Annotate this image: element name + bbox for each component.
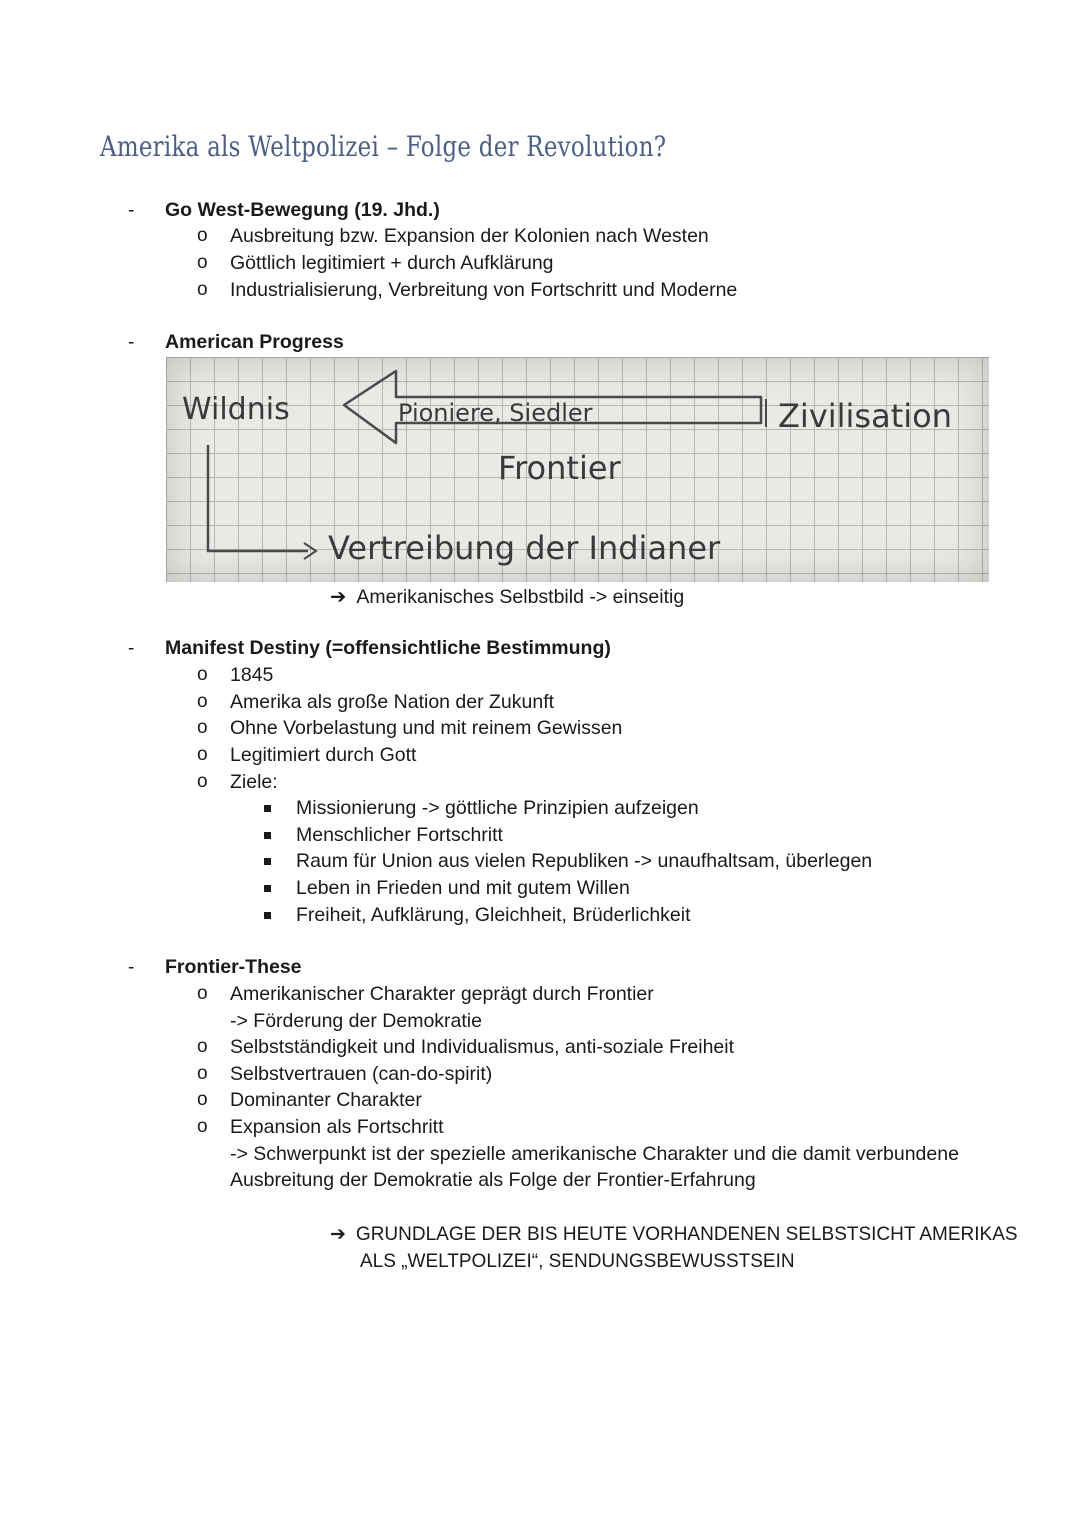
circle-bullet: o	[197, 664, 208, 685]
heading-go-west: Go West-Bewegung (19. Jhd.)	[165, 199, 440, 221]
final-line-2: ALS „WELTPOLIZEI“, SENDUNGSBEWUSSTSEIN	[360, 1251, 795, 1272]
list-item-continuation: Ausbreitung der Demokratie als Folge der Frontier-Erfahrung	[230, 1169, 756, 1191]
circle-bullet: o	[197, 1116, 208, 1137]
list-item: 1845	[230, 664, 274, 686]
diagram-label-zivilisation: Zivilisation	[778, 397, 952, 435]
conclusion-line	[330, 585, 684, 609]
diagram-label-frontier: Frontier	[498, 449, 621, 487]
square-bullet	[264, 858, 271, 865]
list-item: Ziele:	[230, 771, 278, 793]
list-item: Amerikanischer Charakter geprägt durch Frontier	[230, 983, 654, 1005]
list-item-continuation: -> Schwerpunkt ist der spezielle amerikanische Charakter und die damit verbundene	[230, 1143, 959, 1165]
list-item: Expansion als Fortschritt	[230, 1116, 444, 1138]
heading-frontier-these: Frontier-These	[165, 956, 302, 978]
circle-bullet: o	[197, 1036, 208, 1057]
dash-bullet: -	[128, 200, 135, 221]
list-item: Göttlich legitimiert + durch Aufklärung	[230, 252, 554, 274]
circle-bullet: o	[197, 691, 208, 712]
list-item: Selbstständigkeit und Individualismus, anti-soziale Freiheit	[230, 1036, 735, 1058]
dash-bullet: -	[128, 638, 135, 659]
circle-bullet: o	[197, 1089, 208, 1110]
list-item: Industrialisierung, Verbreitung von Fortschritt und Moderne	[230, 279, 738, 301]
dash-bullet: -	[128, 332, 135, 353]
dash-bullet: -	[128, 957, 135, 978]
page-title: Amerika als Weltpolizei – Folge der Revolution?	[100, 130, 667, 163]
final-line-1: GRUNDLAGE DER BIS HEUTE VORHANDENEN SELBSTSICHT AMERIKAS	[355, 1224, 1018, 1245]
list-item: Selbstvertrauen (can-do-spirit)	[230, 1063, 493, 1085]
circle-bullet: o	[197, 983, 208, 1004]
heading-manifest-destiny: Manifest Destiny (=offensichtliche Bestimmung)	[165, 637, 611, 659]
circle-bullet: o	[197, 225, 208, 246]
diagram-label-wildnis: Wildnis	[182, 392, 290, 427]
list-item: Ohne Vorbelastung und mit reinem Gewissen	[230, 717, 623, 739]
list-item-continuation: -> Förderung der Demokratie	[230, 1010, 482, 1032]
diagram-label-pioniere: Pioniere, Siedler	[398, 399, 593, 427]
square-bullet	[264, 832, 271, 839]
goal-item: Menschlicher Fortschritt	[296, 824, 503, 846]
circle-bullet: o	[197, 1063, 208, 1084]
square-bullet	[264, 912, 271, 919]
square-bullet	[264, 885, 271, 892]
goal-item: Leben in Frieden und mit gutem Willen	[296, 877, 630, 899]
circle-bullet: o	[197, 279, 208, 300]
list-item: Legitimiert durch Gott	[230, 744, 417, 766]
list-item: Dominanter Charakter	[230, 1089, 422, 1111]
final-statement	[330, 1221, 1018, 1275]
goal-item: Raum für Union aus vielen Republiken -> unaufhaltsam, überlegen	[296, 850, 873, 872]
circle-bullet: o	[197, 771, 208, 792]
square-bullet	[264, 805, 271, 812]
arrow-icon: ➔	[330, 586, 347, 608]
list-item: Amerika als große Nation der Zukunft	[230, 691, 555, 713]
goal-item: Freiheit, Aufklärung, Gleichheit, Brüderlichkeit	[296, 904, 691, 926]
list-item: Ausbreitung bzw. Expansion der Kolonien nach Westen	[230, 225, 709, 247]
circle-bullet: o	[197, 717, 208, 738]
circle-bullet: o	[197, 252, 208, 273]
diagram-label-vertreibung: Vertreibung der Indianer	[328, 529, 721, 567]
arrow-icon: ➔	[330, 1224, 346, 1245]
goal-item: Missionierung -> göttliche Prinzipien aufzeigen	[296, 797, 699, 819]
circle-bullet: o	[197, 744, 208, 765]
american-progress-diagram	[166, 357, 989, 582]
conclusion-text: Amerikanisches Selbstbild -> einseitig	[356, 586, 685, 608]
heading-american-progress: American Progress	[165, 331, 344, 353]
